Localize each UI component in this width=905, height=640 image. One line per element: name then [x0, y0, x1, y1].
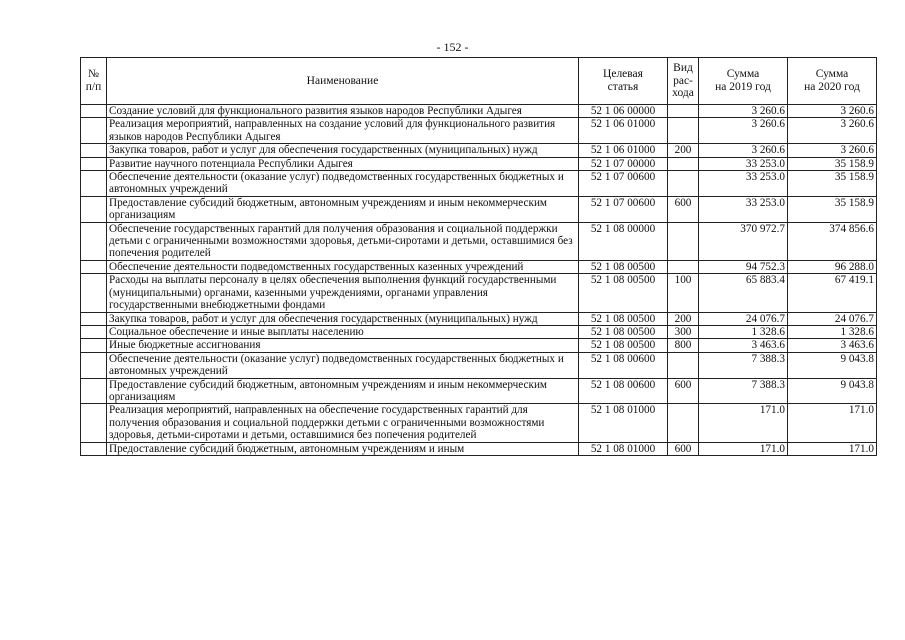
table-row: [81, 157, 877, 170]
row-target-article-cell: 52 1 08 00500: [579, 260, 668, 273]
row-sum-2020-cell: 3 260.6: [788, 118, 877, 144]
row-expense-type-cell: [668, 171, 699, 197]
row-target-article-cell: 52 1 06 01000: [579, 118, 668, 144]
table-header-row: [81, 58, 877, 105]
row-sum-2020-cell: 35 158.9: [788, 157, 877, 170]
row-sum-2020-cell: 35 158.9: [788, 196, 877, 222]
row-sum-2019-cell: 94 752.3: [699, 260, 788, 273]
table-body: [81, 105, 877, 456]
row-name-cell: Развитие научного потенциала Республики Адыгея: [107, 157, 579, 170]
header-number-line: п/п: [85, 81, 102, 93]
row-number-cell: [81, 339, 107, 352]
header-expense-type: [668, 58, 699, 105]
table-row: [81, 325, 877, 338]
row-sum-2020-cell: 374 856.6: [788, 222, 877, 260]
row-expense-type-cell: 200: [668, 312, 699, 325]
table-row: [81, 352, 877, 378]
header-vid-line: Вид: [673, 62, 693, 75]
row-expense-type-cell: 200: [668, 144, 699, 157]
row-expense-type-cell: [668, 222, 699, 260]
row-number-cell: [81, 157, 107, 170]
row-sum-2020-cell: 3 260.6: [788, 144, 877, 157]
header-sum2019-line: на 2019 год: [715, 81, 771, 93]
table-row: [81, 171, 877, 197]
header-sum-2020: [788, 58, 877, 105]
row-number-cell: [81, 378, 107, 404]
row-number-cell: [81, 274, 107, 312]
row-sum-2020-cell: 1 328.6: [788, 325, 877, 338]
row-expense-type-cell: [668, 404, 699, 442]
row-sum-2019-cell: 33 253.0: [699, 196, 788, 222]
row-name-cell: Реализация мероприятий, направленных на создание условий для функционального развития языков народов Республики Адыгея: [107, 118, 579, 144]
row-target-article-cell: 52 1 07 00600: [579, 171, 668, 197]
row-number-cell: [81, 105, 107, 118]
row-name-cell: Создание условий для функционального развития языков народов Республики Адыгея: [107, 105, 579, 118]
row-name-cell: Социальное обеспечение и иные выплаты населению: [107, 325, 579, 338]
header-name: Наименование: [107, 58, 579, 105]
row-sum-2019-cell: 3 463.6: [699, 339, 788, 352]
row-name-cell: Закупка товаров, работ и услуг для обеспечения государственных (муниципальных) нужд: [107, 312, 579, 325]
row-name-cell: Реализация мероприятий, направленных на обеспечение государственных гарантий для получения образования и социальной поддержки детьми с ограниченными возможностями здоровья, детьми-сиротами и детьми, оставшимися без попечения родителей: [107, 404, 579, 442]
page-number: - 152 -: [436, 40, 469, 54]
table-row: [81, 144, 877, 157]
row-sum-2020-cell: 9 043.8: [788, 378, 877, 404]
row-target-article-cell: 52 1 08 00500: [579, 312, 668, 325]
row-sum-2019-cell: 33 253.0: [699, 157, 788, 170]
row-expense-type-cell: 600: [668, 378, 699, 404]
row-sum-2019-cell: 7 388.3: [699, 352, 788, 378]
row-name-cell: Предоставление субсидий бюджетным, автономным учреждениям и иным некоммерческим организациям: [107, 378, 579, 404]
row-sum-2020-cell: 3 260.6: [788, 105, 877, 118]
row-target-article-cell: 52 1 08 00600: [579, 378, 668, 404]
row-expense-type-cell: [668, 157, 699, 170]
row-name-cell: Расходы на выплаты персоналу в целях обеспечения выполнения функций государственными (муниципальными) органами, казенными учреждениями, органами управления государственными внебюджетными фондами: [107, 274, 579, 312]
row-sum-2020-cell: 171.0: [788, 442, 877, 455]
table-row: [81, 442, 877, 455]
row-expense-type-cell: 600: [668, 442, 699, 455]
row-sum-2019-cell: 171.0: [699, 404, 788, 442]
row-target-article-cell: 52 1 06 00000: [579, 105, 668, 118]
row-name-cell: Предоставление субсидий бюджетным, автономным учреждениям и иным некоммерческим организациям: [107, 196, 579, 222]
row-sum-2020-cell: 35 158.9: [788, 171, 877, 197]
table-row: [81, 339, 877, 352]
header-sum2019-line: Сумма: [726, 68, 760, 81]
row-target-article-cell: 52 1 07 00600: [579, 196, 668, 222]
row-number-cell: [81, 196, 107, 222]
row-expense-type-cell: [668, 118, 699, 144]
row-name-cell: Обеспечение деятельности (оказание услуг) подведомственных государственных бюджетных и автономных учреждений: [107, 171, 579, 197]
row-number-cell: [81, 352, 107, 378]
row-name-cell: Предоставление субсидий бюджетным, автономным учреждениям и иным: [107, 442, 579, 455]
row-expense-type-cell: 600: [668, 196, 699, 222]
row-target-article-cell: 52 1 08 00000: [579, 222, 668, 260]
header-sum-2019: [699, 58, 788, 105]
header-vid-line: рас-: [673, 74, 693, 87]
table-row: [81, 378, 877, 404]
row-target-article-cell: 52 1 08 00600: [579, 352, 668, 378]
row-sum-2019-cell: 3 260.6: [699, 144, 788, 157]
row-sum-2020-cell: 67 419.1: [788, 274, 877, 312]
table-row: [81, 312, 877, 325]
row-number-cell: [81, 222, 107, 260]
header-code-line: Целевая: [603, 68, 643, 81]
table-row: [81, 274, 877, 312]
row-number-cell: [81, 118, 107, 144]
row-expense-type-cell: 300: [668, 325, 699, 338]
header-target-article: [579, 58, 668, 105]
row-target-article-cell: 52 1 07 00000: [579, 157, 668, 170]
row-name-cell: Обеспечение деятельности (оказание услуг) подведомственных государственных бюджетных и автономных учреждений: [107, 352, 579, 378]
row-target-article-cell: 52 1 08 00500: [579, 325, 668, 338]
row-sum-2020-cell: 24 076.7: [788, 312, 877, 325]
row-target-article-cell: 52 1 08 01000: [579, 442, 668, 455]
row-target-article-cell: 52 1 06 01000: [579, 144, 668, 157]
row-number-cell: [81, 442, 107, 455]
row-number-cell: [81, 325, 107, 338]
row-sum-2019-cell: 171.0: [699, 442, 788, 455]
header-vid-line: хода: [672, 87, 694, 100]
table-row: [81, 260, 877, 273]
row-expense-type-cell: 800: [668, 339, 699, 352]
row-name-cell: Обеспечение государственных гарантий для получения образования и социальной поддержки детьми с ограниченными возможностями здоровья, детьми-сиротами и детьми, оставшимися без попечения родителей: [107, 222, 579, 260]
header-sum2020-line: Сумма: [815, 68, 849, 81]
row-sum-2019-cell: 370 972.7: [699, 222, 788, 260]
header-number: [81, 58, 107, 105]
row-number-cell: [81, 144, 107, 157]
table-row: [81, 105, 877, 118]
row-name-cell: Закупка товаров, работ и услуг для обеспечения государственных (муниципальных) нужд: [107, 144, 579, 157]
row-sum-2020-cell: 96 288.0: [788, 260, 877, 273]
row-sum-2020-cell: 9 043.8: [788, 352, 877, 378]
budget-table: [80, 57, 877, 456]
row-name-cell: Обеспечение деятельности подведомственных государственных казенных учреждений: [107, 260, 579, 273]
header-code-line: статья: [607, 81, 639, 93]
table-row: [81, 222, 877, 260]
row-target-article-cell: 52 1 08 01000: [579, 404, 668, 442]
row-number-cell: [81, 312, 107, 325]
row-number-cell: [81, 260, 107, 273]
row-sum-2019-cell: 33 253.0: [699, 171, 788, 197]
row-sum-2020-cell: 171.0: [788, 404, 877, 442]
row-sum-2019-cell: 3 260.6: [699, 118, 788, 144]
row-expense-type-cell: [668, 260, 699, 273]
row-sum-2020-cell: 3 463.6: [788, 339, 877, 352]
row-number-cell: [81, 171, 107, 197]
table-row: [81, 196, 877, 222]
row-sum-2019-cell: 1 328.6: [699, 325, 788, 338]
row-sum-2019-cell: 65 883.4: [699, 274, 788, 312]
header-number-line: №: [88, 68, 99, 81]
row-number-cell: [81, 404, 107, 442]
row-expense-type-cell: [668, 105, 699, 118]
row-sum-2019-cell: 24 076.7: [699, 312, 788, 325]
row-sum-2019-cell: 3 260.6: [699, 105, 788, 118]
row-sum-2019-cell: 7 388.3: [699, 378, 788, 404]
row-target-article-cell: 52 1 08 00500: [579, 339, 668, 352]
table-row: [81, 118, 877, 144]
header-sum2020-line: на 2020 год: [804, 81, 860, 93]
row-target-article-cell: 52 1 08 00500: [579, 274, 668, 312]
table-row: [81, 404, 877, 442]
row-name-cell: Иные бюджетные ассигнования: [107, 339, 579, 352]
row-expense-type-cell: 100: [668, 274, 699, 312]
row-expense-type-cell: [668, 352, 699, 378]
